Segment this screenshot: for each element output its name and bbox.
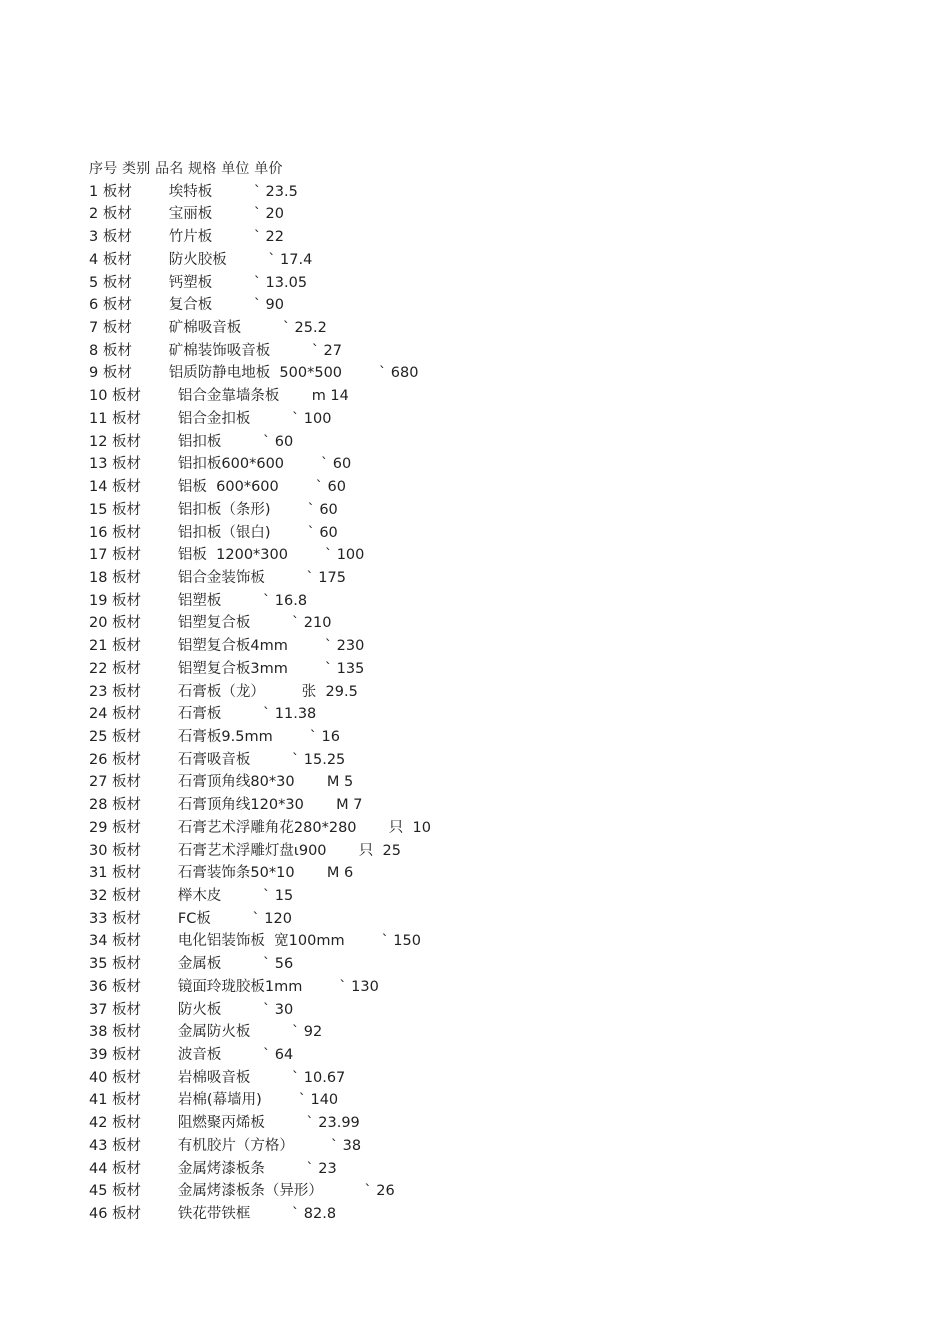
list-item: 9 板材 铝质防静电地板 500*500 ` 680 [89,365,419,382]
list-item: 26 板材 石膏吸音板 ` 15.25 [89,751,346,768]
list-item: 30 板材 石膏艺术浮雕灯盘ι900 只 25 [89,842,401,859]
list-item: 27 板材 石膏顶角线80*30 M 5 [89,774,354,791]
list-item: 14 板材 铝板 600*600 ` 60 [89,479,346,496]
list-item: 41 板材 岩棉(幕墙用) ` 140 [89,1092,339,1109]
list-item: 17 板材 铝板 1200*300 ` 100 [89,547,365,564]
list-item: 23 板材 石膏板（龙） 张 29.5 [89,683,358,700]
list-item: 1 板材 埃特板 ` 23.5 [89,183,298,200]
list-item: 12 板材 铝扣板 ` 60 [89,433,294,450]
list-item: 25 板材 石膏板9.5mm ` 16 [89,728,340,745]
list-item: 31 板材 石膏装饰条50*10 M 6 [89,865,354,882]
list-item: 38 板材 金属防火板 ` 92 [89,1024,323,1041]
list-item: 34 板材 电化铝装饰板 宽100mm ` 150 [89,933,421,950]
list-item: 21 板材 铝塑复合板4mm ` 230 [89,638,365,655]
list-item: 28 板材 石膏顶角线120*30 M 7 [89,797,363,814]
list-item: 37 板材 防火板 ` 30 [89,1001,294,1018]
list-item: 29 板材 石膏艺术浮雕角花280*280 只 10 [89,819,431,836]
list-item: 6 板材 复合板 ` 90 [89,297,284,314]
list-item: 20 板材 铝塑复合板 ` 210 [89,615,332,632]
list-item: 40 板材 岩棉吸音板 ` 10.67 [89,1069,346,1086]
list-item: 43 板材 有机胶片（方格） ` 38 [89,1137,362,1154]
list-item: 19 板材 铝塑板 ` 16.8 [89,592,308,609]
price-list [89,158,869,1226]
list-item: 46 板材 铁花带铁框 ` 82.8 [89,1206,337,1223]
list-item: 11 板材 铝合金扣板 ` 100 [89,410,332,427]
list-item: 42 板材 阻燃聚丙烯板 ` 23.99 [89,1115,360,1132]
list-item: 8 板材 矿棉装饰吸音板 ` 27 [89,342,342,359]
list-item: 22 板材 铝塑复合板3mm ` 135 [89,660,365,677]
list-item: 10 板材 铝合金靠墙条板 m 14 [89,388,349,405]
list-item: 39 板材 波音板 ` 64 [89,1047,294,1064]
list-item: 15 板材 铝扣板（条形) ` 60 [89,501,338,518]
list-item: 2 板材 宝丽板 ` 20 [89,206,284,223]
list-item: 7 板材 矿棉吸音板 ` 25.2 [89,320,327,337]
list-item: 36 板材 镜面玲珑胶板1mm ` 130 [89,978,379,995]
list-item: 35 板材 金属板 ` 56 [89,956,294,973]
list-item: 4 板材 防火胶板 ` 17.4 [89,251,313,268]
list-item: 3 板材 竹片板 ` 22 [89,229,284,246]
list-item: 32 板材 榉木皮 ` 15 [89,888,294,904]
list-item: 24 板材 石膏板 ` 11.38 [89,706,317,723]
table-header: 序号 类别 品名 规格 单位 单价 [89,161,283,177]
price-list-rows [89,181,869,1226]
list-item: 13 板材 铝扣板600*600 ` 60 [89,456,352,473]
list-item: 45 板材 金属烤漆板条（异形） ` 26 [89,1183,395,1200]
list-item: 44 板材 金属烤漆板条 ` 23 [89,1160,337,1177]
list-item: 5 板材 钙塑板 ` 13.05 [89,274,308,291]
list-item: 33 板材 FC板 ` 120 [89,910,292,927]
list-item: 16 板材 铝扣板（银白) ` 60 [89,524,338,541]
list-item: 18 板材 铝合金装饰板 ` 175 [89,569,346,586]
